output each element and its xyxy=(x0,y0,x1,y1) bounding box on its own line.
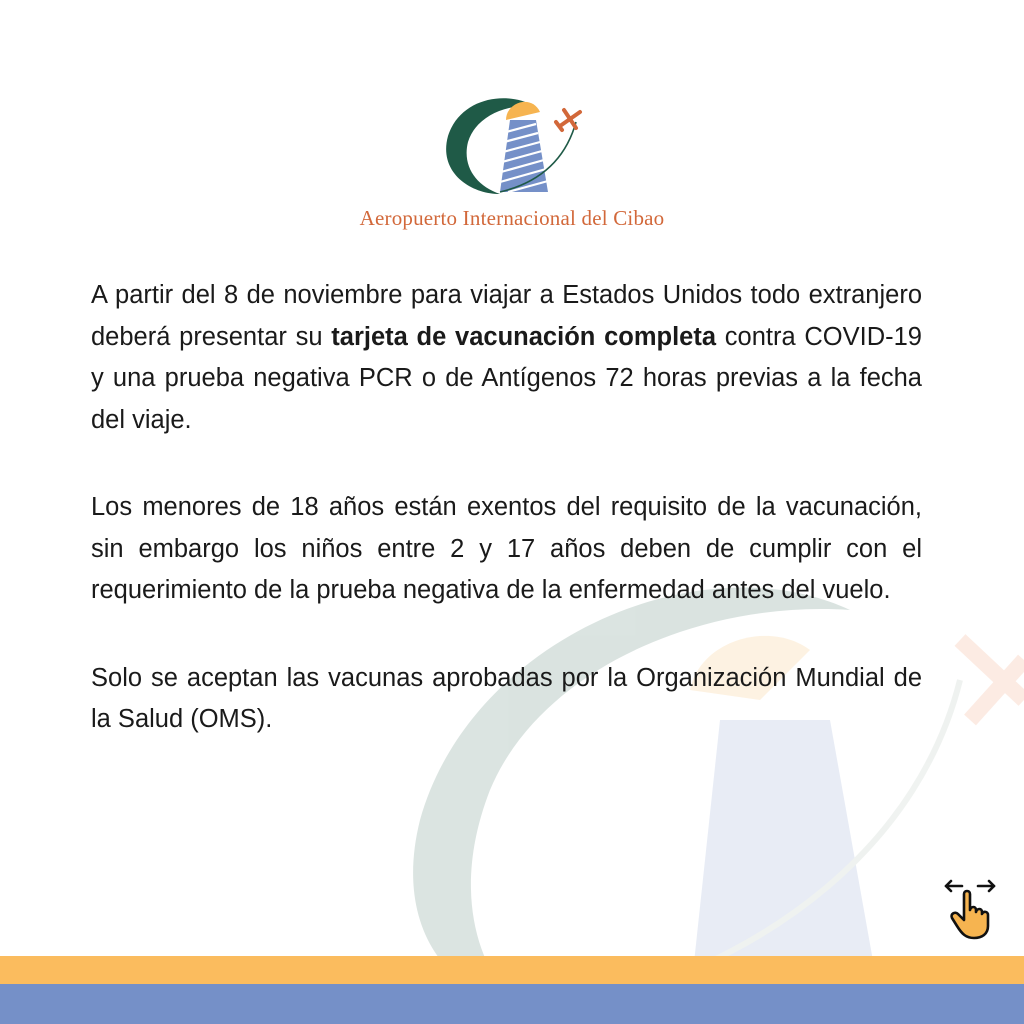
paragraph-approved-vaccines: Solo se aceptan las vacunas aprobadas por la Organización Mundial de la Salud (OMS). xyxy=(91,663,922,733)
airport-logo xyxy=(330,88,694,238)
paragraph-vaccination-requirement: A partir del 8 de noviembre para viajar a Estados Unidos todo extranjero deberá presentar su tarjeta de vacunación completa contra COVID-19 y una prueba negativa PCR o de Antígenos 72 horas previas a la fecha del viaje. xyxy=(91,281,922,434)
footer-band-orange xyxy=(0,956,1024,984)
paragraph-minors-exemption: Los menores de 18 años están exentos del requisito de la vacunación, sin embargo los niños entre 2 y 17 años deben de cumplir con el requerimiento de la prueba negativa de la enfermedad antes del vuelo. xyxy=(91,493,922,604)
airport-logo-icon xyxy=(436,88,586,196)
highlight-vaccination-card: tarjeta de vacunación completa xyxy=(331,322,717,351)
footer-band-blue xyxy=(0,984,1024,1024)
swipe-hand-icon[interactable] xyxy=(940,876,1000,940)
announcement-body xyxy=(91,275,922,787)
logo-text: Aeropuerto Internacional del Cibao xyxy=(359,206,665,230)
